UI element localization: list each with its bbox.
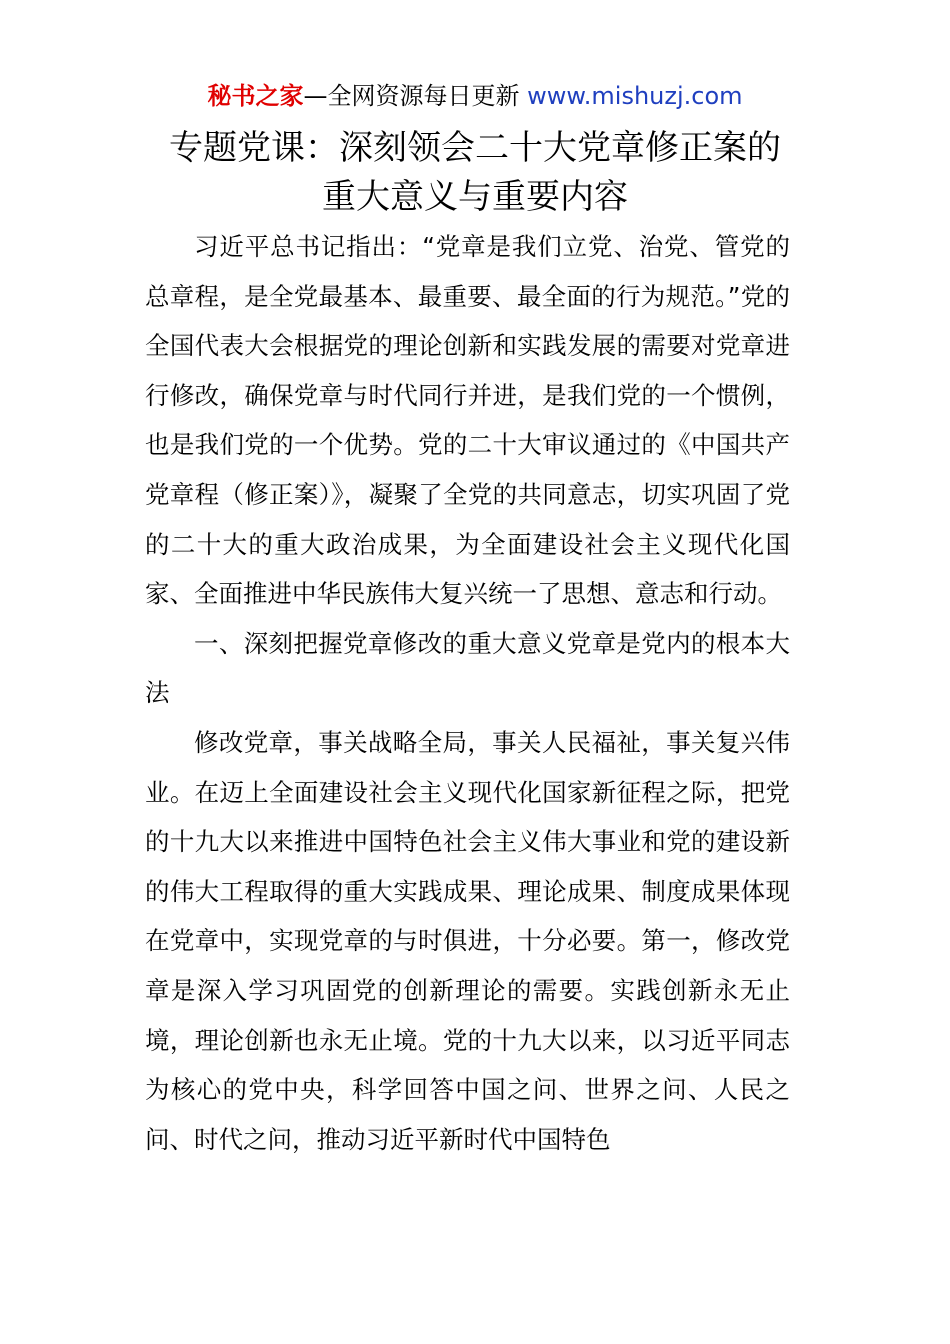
site-url-link[interactable]: www.mishuzj.com bbox=[527, 82, 743, 110]
paragraph-section-heading: 一、深刻把握党章修改的重大意义党章是党内的根本大法 bbox=[145, 628, 790, 708]
document-body bbox=[145, 222, 790, 1164]
site-header bbox=[0, 80, 950, 112]
document-title-line-2: 重大意义与重要内容 bbox=[322, 177, 628, 217]
brand-name: 秘书之家 bbox=[207, 82, 304, 110]
document-title-line-1: 专题党课：深刻领会二十大党章修正案的 bbox=[169, 128, 781, 168]
paragraph-intro: 习近平总书记指出：“党章是我们立党、治党、管党的总章程，是全党最基本、最重要、最全面的行为规范。”党的全国代表大会根据党的理论创新和实践发展的需要对党章进行修改，确保党章与时代同行并进，是我们党的一个惯例，也是我们党的一个优势。党的二十大审议通过的《中国共产党章程（修正案）》，凝聚了全党的共同意志，切实巩固了党的二十大的重大政治成果，为全面建设社会主义现代化国家、全面推进中华民族伟大复兴统一了思想、意志和行动。 bbox=[145, 232, 790, 609]
header-tagline: —全网资源每日更新 bbox=[303, 82, 528, 110]
paragraph-significance: 修改党章，事关战略全局，事关人民福祉，事关复兴伟业。在迈上全面建设社会主义现代化国家新征程之际，把党的十九大以来推进中国特色社会主义伟大事业和党的建设新的伟大工程取得的重大实践成果、理论成果、制度成果体现在党章中，实现党章的与时俱进，十分必要。第一，修改党章是深入学习巩固党的创新理论的需要。实践创新永无止境，理论创新也永无止境。党的十九大以来，以习近平同志为核心的党中央，科学回答中国之问、世界之问、人民之问、时代之问，推动习近平新时代中国特色 bbox=[145, 727, 790, 1154]
